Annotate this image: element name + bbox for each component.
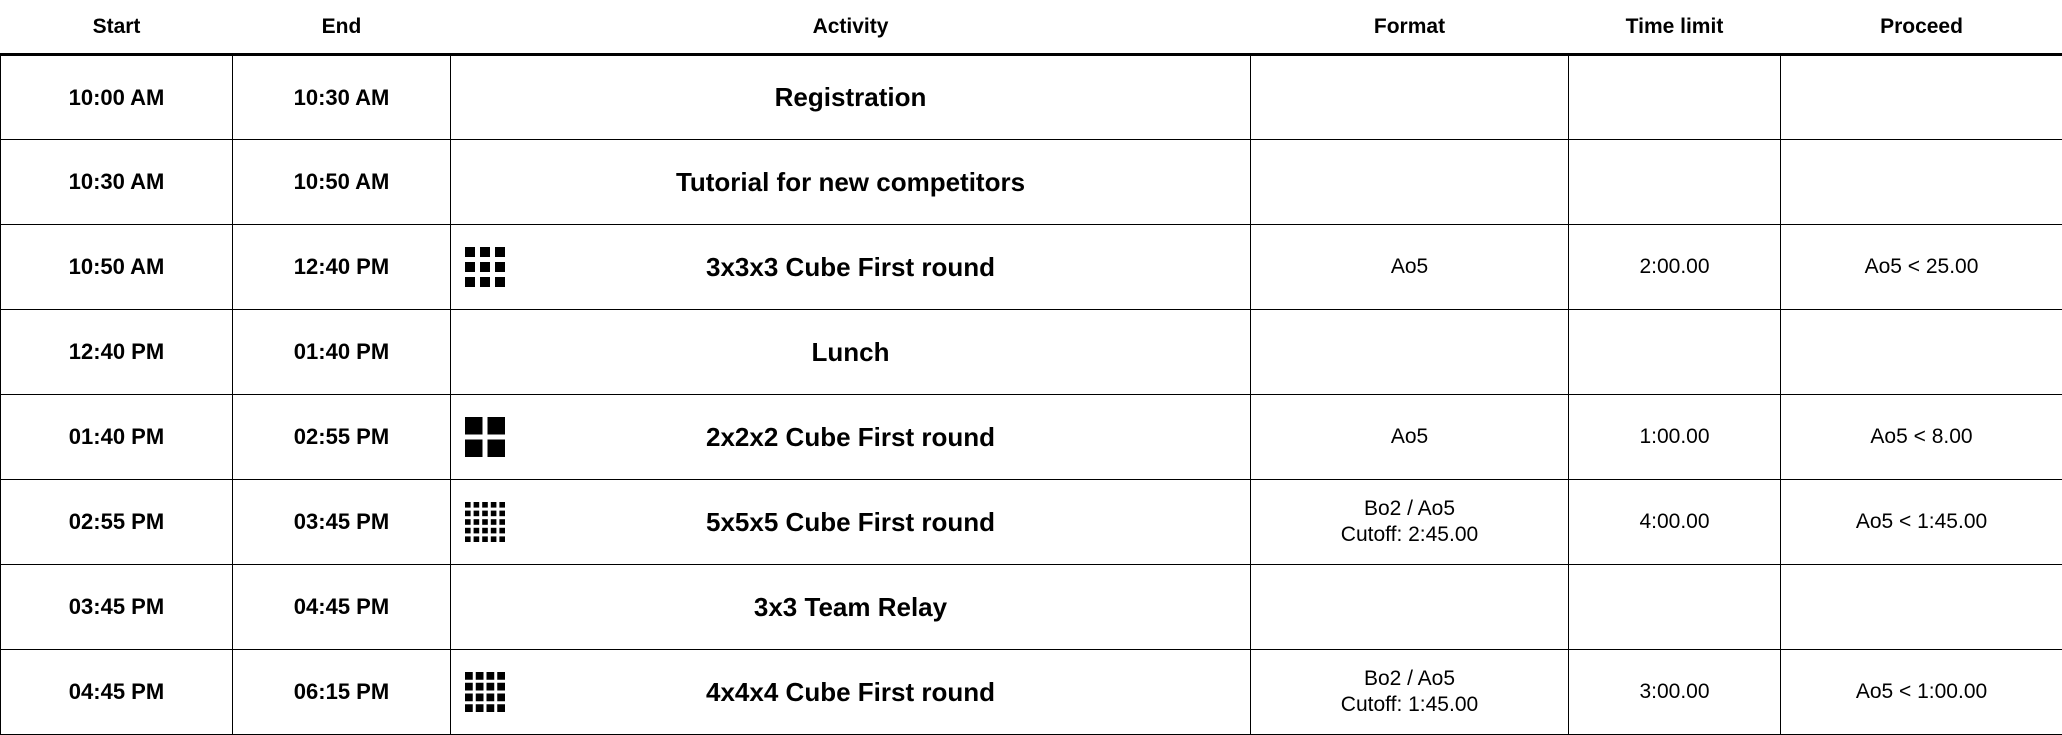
- activity-cell: [451, 650, 1251, 735]
- activity-name: 3x3x3 Cube First round: [706, 252, 995, 282]
- end-time: 02:55 PM: [233, 395, 451, 480]
- table-row: [1, 225, 2062, 310]
- activity-cell: [451, 480, 1251, 565]
- cutoff-text: Cutoff: 1:45.00: [1251, 692, 1568, 718]
- time-limit-cell: [1569, 310, 1781, 395]
- time-limit-cell: 4:00.00: [1569, 480, 1781, 565]
- cube-4x4-icon: [465, 672, 505, 712]
- format-cell: [1251, 55, 1569, 140]
- activity-name: 5x5x5 Cube First round: [706, 507, 995, 537]
- start-time: 12:40 PM: [1, 310, 233, 395]
- start-time: 10:30 AM: [1, 140, 233, 225]
- cube-3x3-icon: [465, 247, 505, 287]
- proceed-cell: [1781, 565, 2062, 650]
- format-cell: [1251, 395, 1569, 480]
- schedule-header: [1, 0, 2062, 55]
- end-time: 01:40 PM: [233, 310, 451, 395]
- format-cell: [1251, 650, 1569, 735]
- header-activity: Activity: [451, 0, 1251, 55]
- cutoff-text: Cutoff: 2:45.00: [1251, 522, 1568, 548]
- format-cell: [1251, 140, 1569, 225]
- start-time: 10:50 AM: [1, 225, 233, 310]
- time-limit-cell: [1569, 140, 1781, 225]
- end-time: 10:50 AM: [233, 140, 451, 225]
- format-cell: [1251, 480, 1569, 565]
- activity-cell: [451, 55, 1251, 140]
- end-time: 12:40 PM: [233, 225, 451, 310]
- start-time: 10:00 AM: [1, 55, 233, 140]
- activity-name: Lunch: [812, 337, 890, 367]
- format-cell: [1251, 565, 1569, 650]
- time-limit-cell: [1569, 565, 1781, 650]
- header-row: [1, 0, 2062, 55]
- format-text: Ao5: [1251, 254, 1568, 280]
- start-time: 01:40 PM: [1, 395, 233, 480]
- proceed-cell: [1781, 140, 2062, 225]
- cube-2x2-icon: [465, 417, 505, 457]
- format-text: Bo2 / Ao5: [1251, 496, 1568, 522]
- header-start: Start: [1, 0, 233, 55]
- format-text: Ao5: [1251, 424, 1568, 450]
- table-row: [1, 650, 2062, 735]
- proceed-cell: Ao5 < 8.00: [1781, 395, 2062, 480]
- proceed-cell: [1781, 55, 2062, 140]
- activity-name: Tutorial for new competitors: [676, 167, 1025, 197]
- header-time-limit: Time limit: [1569, 0, 1781, 55]
- start-time: 04:45 PM: [1, 650, 233, 735]
- table-row: [1, 140, 2062, 225]
- activity-name: 2x2x2 Cube First round: [706, 422, 995, 452]
- time-limit-cell: 2:00.00: [1569, 225, 1781, 310]
- end-time: 04:45 PM: [233, 565, 451, 650]
- format-cell: [1251, 225, 1569, 310]
- end-time: 03:45 PM: [233, 480, 451, 565]
- activity-cell: [451, 565, 1251, 650]
- start-time: 03:45 PM: [1, 565, 233, 650]
- table-row: [1, 395, 2062, 480]
- activity-cell: [451, 310, 1251, 395]
- activity-cell: [451, 225, 1251, 310]
- proceed-cell: Ao5 < 25.00: [1781, 225, 2062, 310]
- proceed-cell: Ao5 < 1:00.00: [1781, 650, 2062, 735]
- table-row: [1, 565, 2062, 650]
- activity-cell: [451, 140, 1251, 225]
- format-text: Bo2 / Ao5: [1251, 666, 1568, 692]
- end-time: 06:15 PM: [233, 650, 451, 735]
- activity-name: 4x4x4 Cube First round: [706, 677, 995, 707]
- table-row: [1, 310, 2062, 395]
- proceed-cell: [1781, 310, 2062, 395]
- activity-name: 3x3 Team Relay: [754, 592, 947, 622]
- activity-name: Registration: [775, 82, 927, 112]
- header-end: End: [233, 0, 451, 55]
- schedule-body: [1, 55, 2062, 735]
- activity-cell: [451, 395, 1251, 480]
- end-time: 10:30 AM: [233, 55, 451, 140]
- time-limit-cell: [1569, 55, 1781, 140]
- table-row: [1, 480, 2062, 565]
- format-cell: [1251, 310, 1569, 395]
- cube-5x5-icon: [465, 502, 505, 542]
- start-time: 02:55 PM: [1, 480, 233, 565]
- table-row: [1, 55, 2062, 140]
- time-limit-cell: 1:00.00: [1569, 395, 1781, 480]
- proceed-cell: Ao5 < 1:45.00: [1781, 480, 2062, 565]
- header-format: Format: [1251, 0, 1569, 55]
- time-limit-cell: 3:00.00: [1569, 650, 1781, 735]
- header-proceed: Proceed: [1781, 0, 2062, 55]
